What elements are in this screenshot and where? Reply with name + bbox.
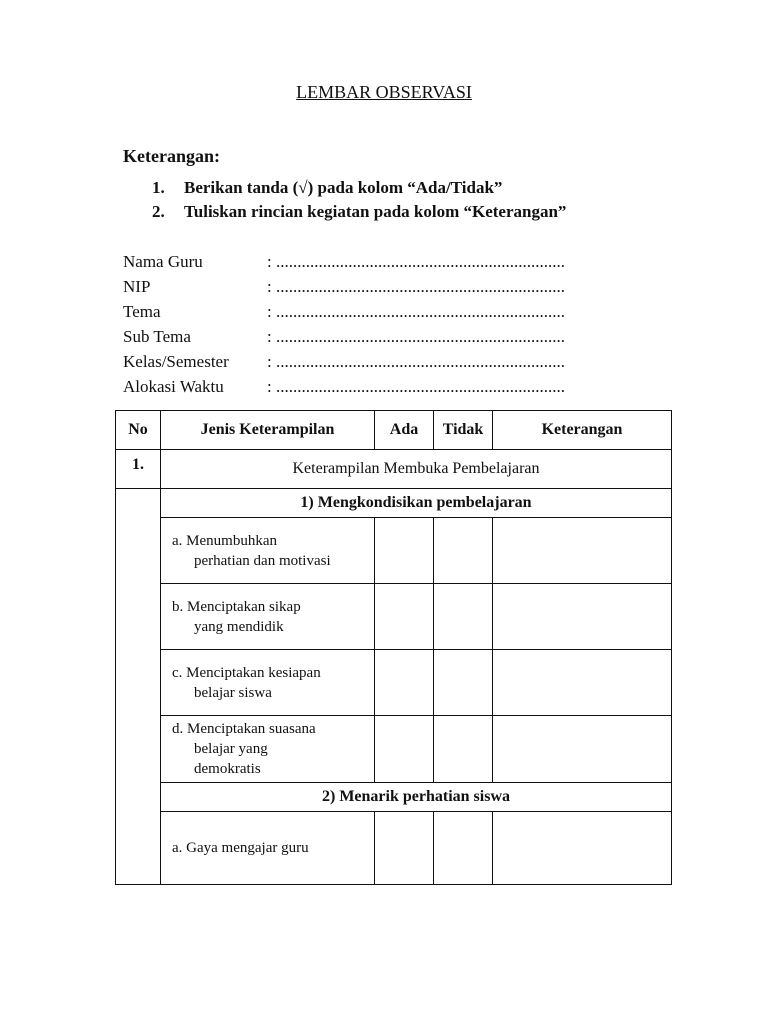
- field-label: Tema: [123, 302, 161, 321]
- keterangan-cell[interactable]: [493, 812, 672, 885]
- field-nip: [123, 275, 565, 300]
- field-label: Kelas/Semester: [123, 352, 229, 371]
- field-fill-line[interactable]: : ....................................................................: [267, 277, 565, 296]
- skill-item: [161, 716, 375, 783]
- identity-fields: [123, 250, 565, 400]
- header-no: No: [116, 411, 161, 450]
- table-row: [116, 650, 672, 716]
- section-title: Keterampilan Membuka Pembelajaran: [161, 450, 672, 489]
- no-column-spacer: [116, 489, 161, 885]
- tidak-cell[interactable]: [434, 812, 493, 885]
- item-line: yang mendidik: [194, 618, 284, 635]
- document-title: LEMBAR OBSERVASI: [296, 82, 472, 102]
- field-label: Alokasi Waktu: [123, 377, 224, 396]
- field-fill-line[interactable]: : ....................................................................: [267, 302, 565, 321]
- subsection-title: 2) Menarik perhatian siswa: [161, 783, 672, 812]
- ada-cell[interactable]: [375, 716, 434, 783]
- field-fill-line[interactable]: : ....................................................................: [267, 377, 565, 396]
- item-line: belajar siswa: [194, 684, 272, 701]
- keterangan-cell[interactable]: [493, 650, 672, 716]
- item-line: a. Gaya mengajar guru: [172, 840, 309, 856]
- skill-item: [161, 650, 375, 716]
- instruction-number: 2.: [152, 202, 165, 221]
- field-label: Nama Guru: [123, 252, 203, 271]
- ada-cell[interactable]: [375, 812, 434, 885]
- field-label: NIP: [123, 277, 151, 296]
- header-tidak: Tidak: [434, 411, 493, 450]
- skill-item: [161, 518, 375, 584]
- keterangan-cell[interactable]: [493, 518, 672, 584]
- item-line: c. Menciptakan kesiapan: [172, 664, 321, 681]
- ada-cell[interactable]: [375, 584, 434, 650]
- item-line: d. Menciptakan suasana: [172, 721, 316, 737]
- field-fill-line[interactable]: : ....................................................................: [267, 327, 565, 346]
- header-jenis-keterampilan: Jenis Keterampilan: [161, 411, 375, 450]
- tidak-cell[interactable]: [434, 518, 493, 584]
- field-nama-guru: [123, 250, 565, 275]
- skill-item: [161, 584, 375, 650]
- instruction-item: [152, 177, 566, 201]
- keterangan-cell[interactable]: [493, 716, 672, 783]
- item-line: b. Menciptakan sikap: [172, 598, 301, 615]
- tidak-cell[interactable]: [434, 650, 493, 716]
- header-keterangan: Keterangan: [493, 411, 672, 450]
- field-alokasi-waktu: [123, 375, 565, 400]
- field-fill-line[interactable]: : ....................................................................: [267, 252, 565, 271]
- row-number: 1.: [116, 450, 161, 489]
- table-row: [116, 518, 672, 584]
- instruction-text: Tuliskan rincian kegiatan pada kolom “Keterangan”: [184, 202, 567, 221]
- item-line: belajar yang: [194, 741, 268, 757]
- instruction-number: 1.: [152, 178, 165, 197]
- table-header-row: [116, 411, 672, 450]
- tidak-cell[interactable]: [434, 716, 493, 783]
- instruction-item: [152, 201, 566, 225]
- instructions-list: [152, 177, 566, 225]
- item-line: a. Menumbuhkan: [172, 532, 277, 549]
- table-row: [116, 584, 672, 650]
- table-row: [116, 716, 672, 783]
- header-ada: Ada: [375, 411, 434, 450]
- field-tema: [123, 300, 565, 325]
- keterangan-cell[interactable]: [493, 584, 672, 650]
- observation-table: [115, 410, 672, 885]
- table-row: [116, 450, 672, 489]
- tidak-cell[interactable]: [434, 584, 493, 650]
- field-fill-line[interactable]: : ....................................................................: [267, 352, 565, 371]
- field-sub-tema: [123, 325, 565, 350]
- ada-cell[interactable]: [375, 650, 434, 716]
- item-line: demokratis: [194, 761, 261, 777]
- field-label: Sub Tema: [123, 327, 191, 346]
- field-kelas-semester: [123, 350, 565, 375]
- keterangan-label: Keterangan:: [123, 146, 220, 166]
- subsection-title: 1) Mengkondisikan pembelajaran: [161, 489, 672, 518]
- table-row: [116, 812, 672, 885]
- skill-item: [161, 812, 375, 885]
- instruction-text: Berikan tanda (√) pada kolom “Ada/Tidak”: [184, 178, 503, 197]
- ada-cell[interactable]: [375, 518, 434, 584]
- item-line: perhatian dan motivasi: [194, 552, 331, 569]
- table-row: [116, 489, 672, 518]
- table-row: [116, 783, 672, 812]
